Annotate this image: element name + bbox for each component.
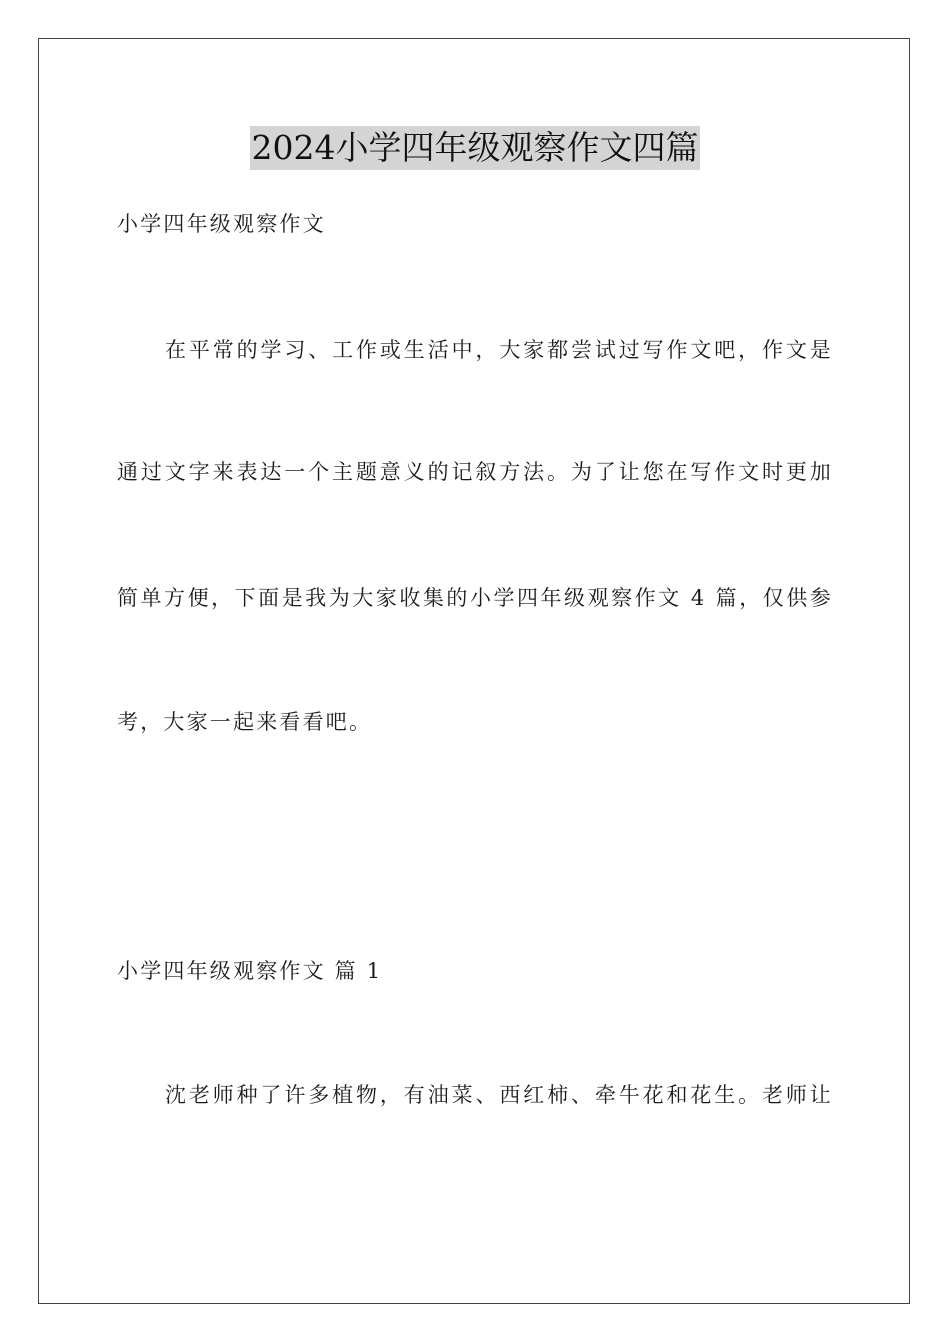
document-title: 2024小学四年级观察作文四篇 <box>250 126 701 170</box>
intro-line-3: 简单方便，下面是我为大家收集的小学四年级观察作文 4 篇，仅供参 <box>117 586 833 610</box>
document-subtitle: 小学四年级观察作文 <box>117 212 326 236</box>
intro-line-2: 通过文字来表达一个主题意义的记叙方法。为了让您在写作文时更加 <box>117 460 833 484</box>
section-heading: 小学四年级观察作文 篇 1 <box>117 959 383 983</box>
intro-line-4: 考，大家一起来看看吧。 <box>117 710 373 734</box>
section-line-1: 沈老师种了许多植物，有油菜、西红柿、牵牛花和花生。老师让 <box>165 1083 833 1107</box>
title-container <box>0 126 950 170</box>
intro-line-1: 在平常的学习、工作或生活中，大家都尝试过写作文吧，作文是 <box>165 338 833 362</box>
